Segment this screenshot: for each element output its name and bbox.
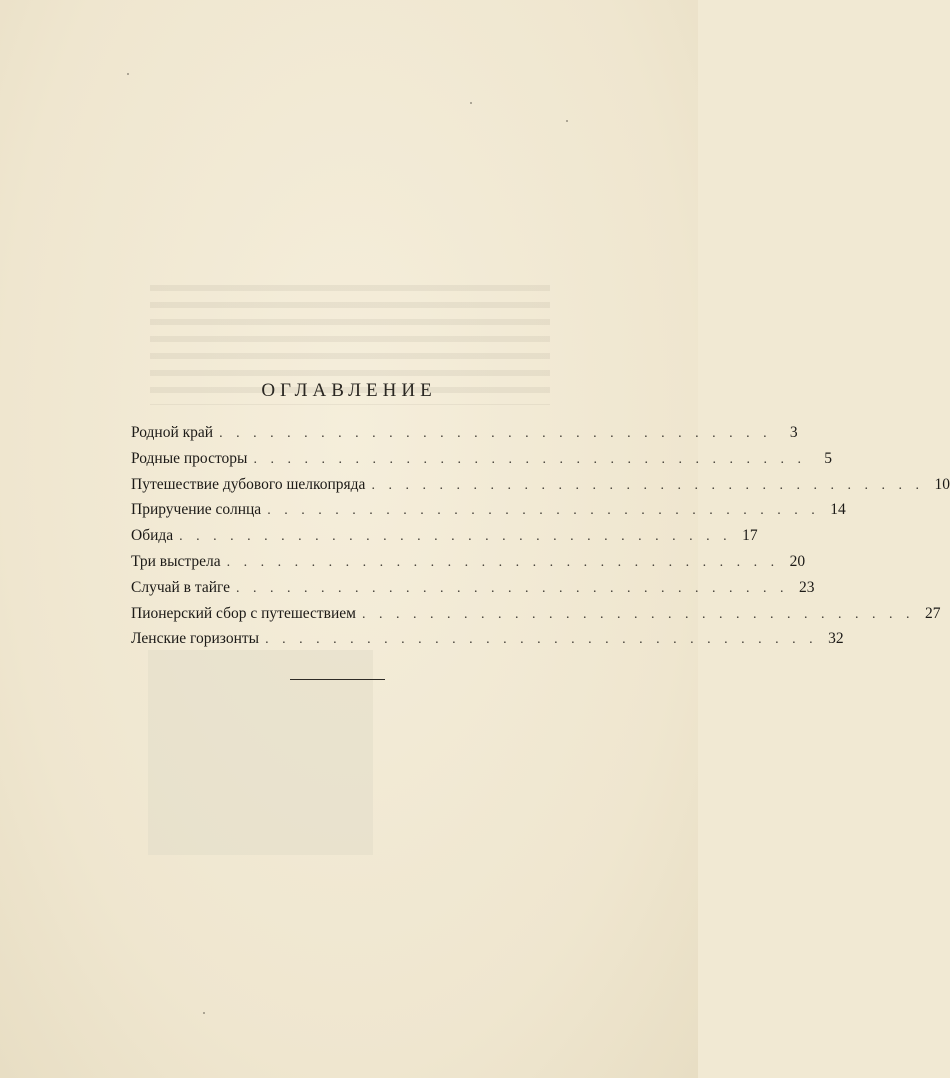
- table-of-contents: [131, 420, 950, 652]
- toc-entry[interactable]: [131, 420, 798, 446]
- toc-entry-title: Пионерский сбор с путешествием: [131, 604, 356, 622]
- toc-entry[interactable]: [131, 549, 806, 575]
- toc-entry[interactable]: [131, 523, 758, 549]
- toc-entry[interactable]: [131, 626, 844, 652]
- toc-entry-page: 20: [789, 552, 806, 570]
- toc-entry-title: Родные просторы: [131, 449, 248, 467]
- dot-leader: . . . . . . . . . . . . . . . . . . . . . . . . . . . . . . . . .: [236, 580, 789, 596]
- toc-entry-page: 14: [830, 501, 846, 519]
- toc-entry-title: Обида: [131, 527, 174, 545]
- dot-leader: . . . . . . . . . . . . . . . . . . . . . . . . . . . . . . . . .: [265, 632, 818, 648]
- dot-leader: . . . . . . . . . . . . . . . . . . . . . . . . . . . . . . . . .: [219, 426, 772, 441]
- toc-entry-page: 17: [742, 527, 758, 545]
- toc-entry-page: 32: [828, 630, 844, 648]
- dot-leader: . . . . . . . . . . . . . . . . . . . . . . . . . . . . . . . . .: [226, 554, 780, 570]
- dot-leader: . . . . . . . . . . . . . . . . . . . . . . . . . . . . . . . . .: [253, 451, 806, 467]
- toc-entry-page: 3: [789, 424, 798, 441]
- paper-speck: [470, 102, 472, 104]
- toc-entry-page: 23: [799, 578, 815, 596]
- paper-speck: [127, 73, 129, 75]
- paper-speck: [566, 120, 568, 122]
- dot-leader: . . . . . . . . . . . . . . . . . . . . . . . . . . . . . . . . .: [267, 503, 820, 519]
- toc-entry-title: Приручение солнца: [131, 501, 262, 519]
- toc-entry-title: Родной край: [131, 424, 214, 441]
- toc-entry-page: 27: [924, 604, 941, 622]
- closing-rule: [290, 679, 385, 680]
- dot-leader: . . . . . . . . . . . . . . . . . . . . . . . . . . . . . . . . .: [179, 529, 732, 545]
- toc-entry[interactable]: [131, 472, 950, 498]
- toc-entry-title: Ленские горизонты: [131, 630, 260, 648]
- contents-heading: ОГЛАВЛЕНИЕ: [261, 380, 437, 401]
- paper-speck: [203, 1012, 205, 1014]
- bleed-through-illustration: [148, 650, 373, 855]
- toc-entry[interactable]: [131, 601, 941, 627]
- toc-entry[interactable]: [131, 446, 832, 472]
- dot-leader: . . . . . . . . . . . . . . . . . . . . . . . . . . . . . . . . .: [371, 477, 924, 493]
- toc-entry-title: Путешествие дубового шелкопряда: [131, 475, 366, 493]
- toc-entry-title: Случай в тайге: [131, 578, 231, 596]
- toc-entry-title: Три выстрела: [131, 552, 221, 570]
- toc-entry-page: 5: [824, 449, 832, 467]
- toc-entry-page: 10: [934, 475, 950, 493]
- dot-leader: . . . . . . . . . . . . . . . . . . . . . . . . . . . . . . . . .: [361, 606, 915, 622]
- toc-entry[interactable]: [131, 575, 815, 601]
- toc-entry[interactable]: [131, 497, 846, 523]
